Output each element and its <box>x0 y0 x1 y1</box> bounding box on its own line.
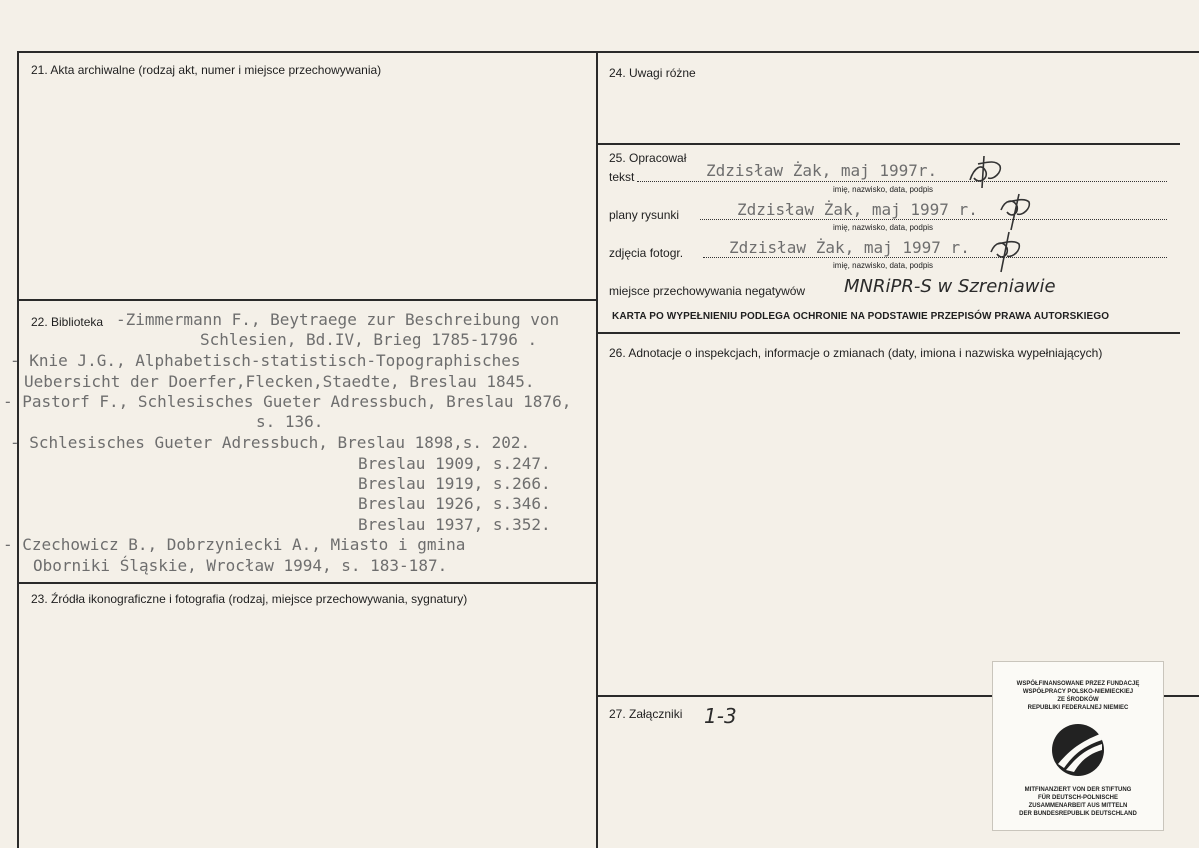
stamp-bottom-line-2: FÜR DEUTSCH-POLNISCHE <box>1037 795 1118 801</box>
stamp-bottom-line-1: MITFINANZIERT VON DER STIFTUNG <box>1024 787 1132 793</box>
section-22-label: 22. Biblioteka <box>31 315 104 329</box>
biblioteka-line-12: - Czechowicz B., Dobrzyniecki A., Miasto i gmina <box>3 535 466 554</box>
foundation-logo-icon <box>1048 720 1108 780</box>
biblioteka-line-5: - Pastorf F., Schlesisches Gueter Adressbuch, Breslau 1876, <box>3 392 572 411</box>
copyright-notice: KARTA PO WYPEŁNIENIU PODLEGA OCHRONIE NA PODSTAWIE PRZEPISÓW PRAWA AUTORSKIEGO <box>612 311 1110 322</box>
section-25-label: 25. Opracował <box>609 151 687 165</box>
biblioteka-line-13: Oborniki Śląskie, Wrocław 1994, s. 183-187. <box>33 556 448 575</box>
section-24-label: 24. Uwagi różne <box>609 66 696 80</box>
negatywy-label: miejsce przechowywania negatywów <box>609 284 806 298</box>
zdjecia-label: zdjęcia fotogr. <box>609 246 684 260</box>
biblioteka-line-2: Schlesien, Bd.IV, Brieg 1785-1796 . <box>200 330 538 349</box>
attachments-value: 1-3 <box>704 704 737 728</box>
stamp-bottom-line-4: DER BUNDESREPUBLIK DEUTSCHLAND <box>1019 811 1137 817</box>
line-27-top <box>597 695 993 697</box>
tekst-label: tekst <box>609 170 635 184</box>
tekst-hint: imię, nazwisko, data, podpis <box>833 185 934 194</box>
biblioteka-line-9: Breslau 1919, s.266. <box>358 474 551 493</box>
biblioteka-line-7: - Schlesisches Gueter Adressbuch, Breslau 1898,s. 202. <box>10 433 531 452</box>
line-23-top <box>18 582 598 584</box>
section-21-label: 21. Akta archiwalne (rodzaj akt, numer i miejsce przechowywania) <box>31 63 382 77</box>
stamp-top-line-2: WSPÓŁPRACY POLSKO-NIEMIECKIEJ <box>1022 689 1134 695</box>
plany-dotted-line <box>700 219 1167 220</box>
tekst-value: Zdzisław Żak, maj 1997r. <box>706 161 938 180</box>
outer-top-line <box>18 51 1199 53</box>
foundation-stamp <box>992 661 1164 831</box>
biblioteka-line-4: Uebersicht der Doerfer,Flecken,Staedte, Breslau 1845. <box>24 372 535 391</box>
section-26-label: 26. Adnotacje o inspekcjach, informacje o zmianach (daty, imiona i nazwiska wypełniających) <box>609 346 1103 360</box>
zdjecia-hint: imię, nazwisko, data, podpis <box>833 261 934 270</box>
plany-hint: imię, nazwisko, data, podpis <box>833 223 934 232</box>
plany-label: plany rysunki <box>609 208 680 222</box>
stamp-top-line-4: REPUBLIKI FEDERALNEJ NIEMIEC <box>1027 705 1129 711</box>
signature-1 <box>960 150 1010 192</box>
line-26-top <box>597 332 1180 334</box>
signature-3 <box>985 228 1030 276</box>
center-divider <box>596 51 598 848</box>
stamp-top-line-1: WSPÓŁFINANSOWANE PRZEZ FUNDACJĘ <box>1016 681 1140 687</box>
tekst-dotted-line <box>637 181 1167 182</box>
zdjecia-value: Zdzisław Żak, maj 1997 r. <box>729 238 970 257</box>
section-27-label: 27. Załączniki <box>609 707 683 721</box>
stamp-top-line-3: ZE ŚRODKÓW <box>1057 697 1099 703</box>
line-22-top <box>18 299 598 301</box>
negatywy-value: MNRiPR-S w Szreniawie <box>844 276 1056 297</box>
biblioteka-line-6: s. 136. <box>256 412 324 431</box>
line-24-bottom <box>597 143 1180 145</box>
zdjecia-dotted-line <box>703 257 1167 258</box>
biblioteka-line-11: Breslau 1937, s.352. <box>358 515 551 534</box>
biblioteka-line-10: Breslau 1926, s.346. <box>358 494 551 513</box>
section-23-label: 23. Źródła ikonograficzne i fotografia (rodzaj, miejsce przechowywania, sygnatury) <box>31 592 468 606</box>
stamp-bottom-line-3: ZUSAMMENARBEIT AUS MITTELN <box>1028 803 1128 809</box>
biblioteka-line-8: Breslau 1909, s.247. <box>358 454 551 473</box>
plany-value: Zdzisław Żak, maj 1997 r. <box>737 200 978 219</box>
line-27-top-right <box>1162 695 1199 697</box>
biblioteka-line-1: -Zimmermann F., Beytraege zur Beschreibung von <box>116 310 560 329</box>
biblioteka-line-3: - Knie J.G., Alphabetisch-statistisch-Topographisches <box>10 351 521 370</box>
